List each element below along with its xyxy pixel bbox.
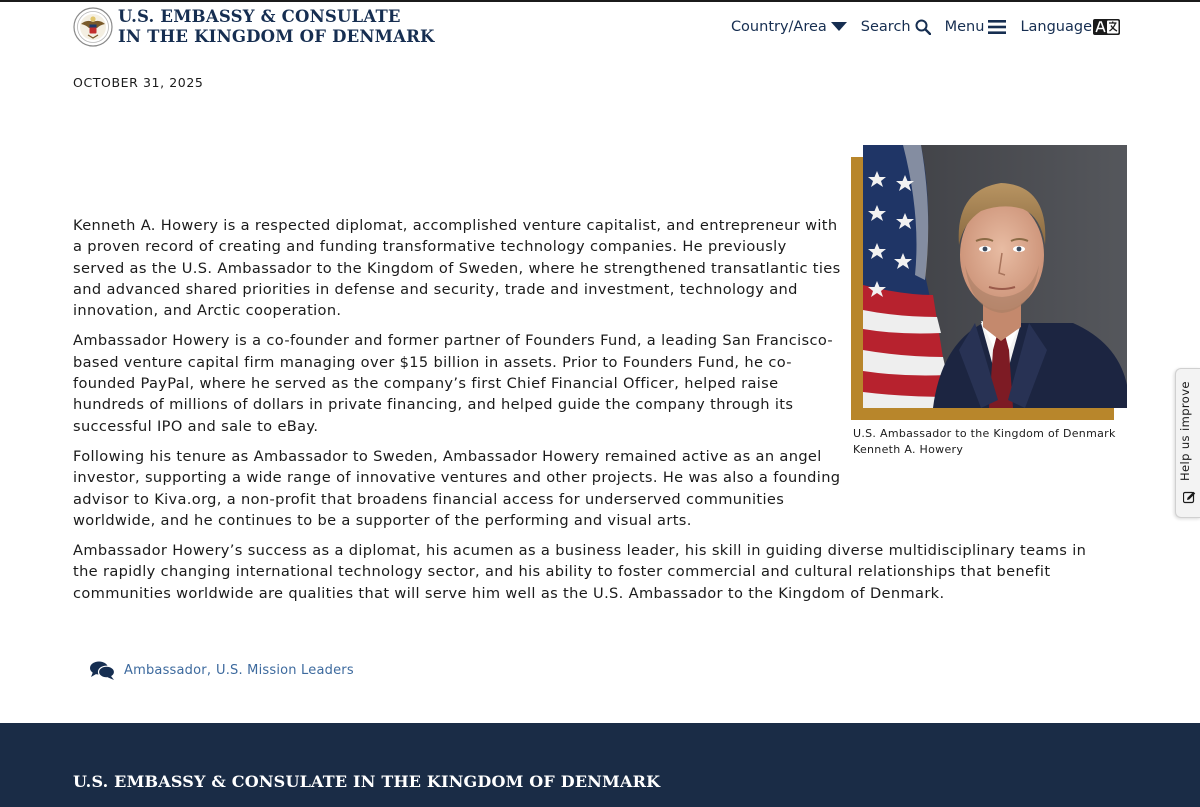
tag-link-ambassador[interactable]: Ambassador <box>124 662 207 678</box>
menu-button[interactable] <box>945 19 1007 35</box>
comments-icon <box>90 660 115 680</box>
caret-down-icon <box>831 22 847 32</box>
main-nav <box>731 19 1120 35</box>
country-area-button[interactable] <box>731 19 847 35</box>
site-title[interactable] <box>118 7 435 47</box>
article-paragraph: Ambassador Howery is a co-founder and former partner of Founders Fund, a leading San Francisco-based venture capital firm managing over $15 billion in assets. Prior to Founders Fund, he co-founded PayPal, where he served as the company’s first Chief Financial Officer, helped raise hundreds of millions of dollars in private financing, and helped guide the company through its successful IPO and sale to eBay. <box>73 332 834 435</box>
tag-list <box>90 660 354 680</box>
photo-caption <box>853 426 1123 457</box>
country-area-label: Country/Area <box>730 19 827 35</box>
publish-date: OCTOBER 31, 2025 <box>73 75 204 90</box>
edit-icon <box>1183 489 1196 508</box>
hamburger-icon <box>988 20 1006 34</box>
great-seal-icon[interactable] <box>73 7 113 47</box>
translate-icon <box>1093 19 1120 35</box>
site-title-line1: U.S. EMBASSY & CONSULATE <box>118 7 401 26</box>
search-button[interactable] <box>861 19 931 35</box>
article-body <box>73 215 1087 613</box>
feedback-tab[interactable] <box>1175 368 1200 518</box>
search-icon <box>915 19 931 35</box>
article-paragraph: Ambassador Howery’s success as a diplomat, his acumen as a business leader, his skill in guiding diverse multidisciplinary teams in the rapidly changing international technology sector, and his ability to foster commercial and cultural relationships that benefit communities worldwide are qualities that will serve him well as the U.S. Ambassador to the Kingdom of Denmark. <box>73 542 1087 602</box>
footer-title[interactable]: U.S. EMBASSY & CONSULATE IN THE KINGDOM OF DENMARK <box>73 772 661 791</box>
caption-name: Kenneth A. Howery <box>853 442 964 456</box>
tag-separator: , <box>206 662 211 678</box>
site-title-line2: IN THE KINGDOM OF DENMARK <box>118 27 435 46</box>
menu-label: Menu <box>944 19 985 35</box>
ambassador-portrait <box>863 145 1127 408</box>
site-header <box>0 2 1200 58</box>
language-button[interactable] <box>1020 19 1120 35</box>
article-paragraph: Following his tenure as Ambassador to Sweden, Ambassador Howery remained active as an angel investor, supporting a wide range of innovative ventures and other projects. He was also a founding advisor to Kiva.org, a non-profit that broadens financial access for underserved communities worldwide, and he continues to be a supporter of the performing and visual arts. <box>73 447 841 529</box>
search-label: Search <box>860 19 911 35</box>
site-footer <box>0 723 1200 807</box>
caption-title: U.S. Ambassador to the Kingdom of Denmark <box>853 427 1116 440</box>
tag-link-us-mission-leaders[interactable]: U.S. Mission Leaders <box>215 662 354 678</box>
article-paragraph: Kenneth A. Howery is a respected diplomat, accomplished venture capitalist, and entrepreneur with a proven record of creating and funding transformative technology companies. He previously served as the U.S. Ambassador to the Kingdom of Sweden, where he strengthened transatlantic ties and advanced shared priorities in defense and security, trade and investment, technology and innovation, and Arctic cooperation. <box>73 217 841 320</box>
language-label: Language <box>1020 19 1092 35</box>
feedback-label: Help us improve <box>1178 381 1192 481</box>
